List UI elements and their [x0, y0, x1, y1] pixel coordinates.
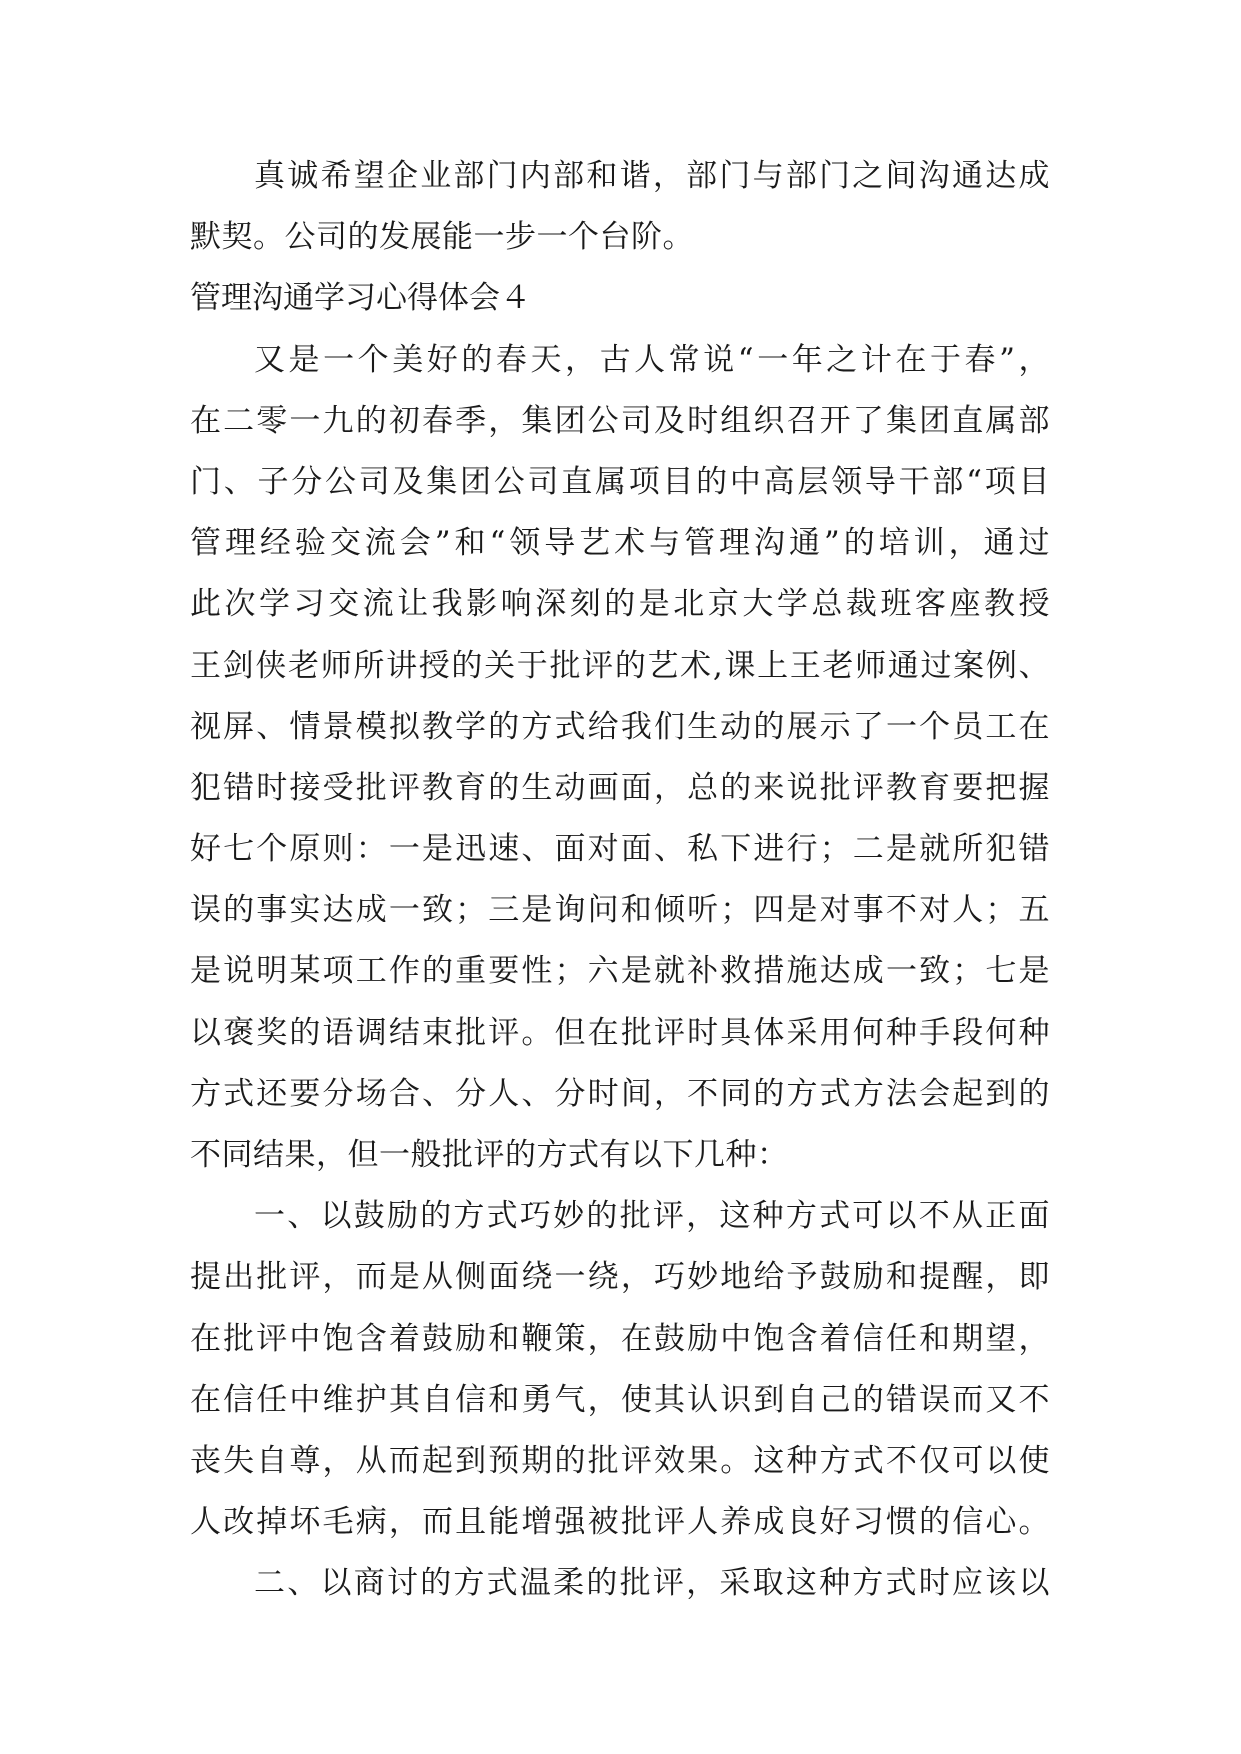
paragraph-line — [190, 1492, 1050, 1553]
line-text: 此次学习交流让我影响深刻的是北京大学总裁班客座教授 — [190, 586, 1050, 623]
line-text: 在批评中饱含着鼓励和鞭策，在鼓励中饱含着信任和期望， — [190, 1320, 1050, 1357]
line-text: 门、子分公司及集团公司直属项目的中高层领导干部“项目 — [190, 463, 1050, 500]
line-text: 人改掉坏毛病，而且能增强被批评人养成良好习惯的信心。 — [190, 1504, 1050, 1541]
line-text: 是说明某项工作的重要性；六是就补救措施达成一致；七是 — [190, 953, 1050, 990]
paragraph-line — [190, 330, 1050, 391]
line-text: 一、以鼓励的方式巧妙的批评，这种方式可以不从正面 — [254, 1198, 1050, 1235]
line-text: 提出批评，而是从侧面绕一绕，巧妙地给予鼓励和提醒，即 — [190, 1259, 1050, 1296]
line-text: 又是一个美好的春天，古人常说“一年之计在于春”， — [254, 341, 1050, 378]
paragraph-line — [190, 819, 1050, 880]
line-text: 视屏、情景模拟教学的方式给我们生动的展示了一个员工在 — [190, 708, 1050, 745]
line-text: 方式还要分场合、分人、分时间，不同的方式方法会起到的 — [190, 1075, 1050, 1112]
section-heading — [190, 268, 1050, 329]
line-text: 二、以商讨的方式温柔的批评，采取这种方式时应该以 — [254, 1565, 1050, 1602]
line-text: 管理经验交流会”和“领导艺术与管理沟通”的培训，通过 — [190, 525, 1050, 562]
paragraph-line — [190, 880, 1050, 941]
document-page — [190, 146, 1050, 1615]
paragraph-line — [190, 207, 1050, 268]
paragraph-line — [190, 513, 1050, 574]
line-text: 王剑侠老师所讲授的关于批评的艺术,课上王老师通过案例、 — [190, 647, 1050, 684]
paragraph-line — [190, 636, 1050, 697]
line-text: 误的事实达成一致；三是询问和倾听；四是对事不对人；五 — [190, 892, 1050, 929]
paragraph-line — [190, 1431, 1050, 1492]
paragraph-line — [190, 1064, 1050, 1125]
paragraph-line — [190, 452, 1050, 513]
paragraph-line — [190, 1003, 1050, 1064]
line-text: 不同结果，但一般批评的方式有以下几种： — [190, 1137, 789, 1173]
line-text: 默契。公司的发展能一步一个台阶。 — [190, 219, 694, 256]
paragraph-line — [190, 1309, 1050, 1370]
paragraph-line — [190, 1247, 1050, 1308]
line-text: 犯错时接受批评教育的生动画面，总的来说批评教育要把握 — [190, 769, 1050, 806]
paragraph-line — [190, 146, 1050, 207]
paragraph-line — [190, 697, 1050, 758]
paragraph-line — [190, 574, 1050, 635]
paragraph-line — [190, 1370, 1050, 1431]
line-text: 好七个原则：一是迅速、面对面、私下进行；二是就所犯错 — [190, 831, 1050, 868]
paragraph-line — [190, 758, 1050, 819]
line-text: 在信任中维护其自信和勇气，使其认识到自己的错误而又不 — [190, 1381, 1050, 1418]
paragraph-line — [190, 391, 1050, 452]
paragraph-line — [190, 1553, 1050, 1614]
line-text: 以褒奖的语调结束批评。但在批评时具体采用何种手段何种 — [190, 1014, 1050, 1051]
line-text: 管理沟通学习心得体会４ — [190, 280, 531, 317]
line-text: 丧失自尊，从而起到预期的批评效果。这种方式不仅可以使 — [190, 1442, 1050, 1479]
paragraph-line — [190, 1125, 1050, 1186]
line-text: 真诚希望企业部门内部和谐，部门与部门之间沟通达成 — [254, 158, 1050, 194]
line-text: 在二零一九的初春季，集团公司及时组织召开了集团直属部 — [190, 402, 1050, 439]
paragraph-line — [190, 941, 1050, 1002]
paragraph-line — [190, 1186, 1050, 1247]
